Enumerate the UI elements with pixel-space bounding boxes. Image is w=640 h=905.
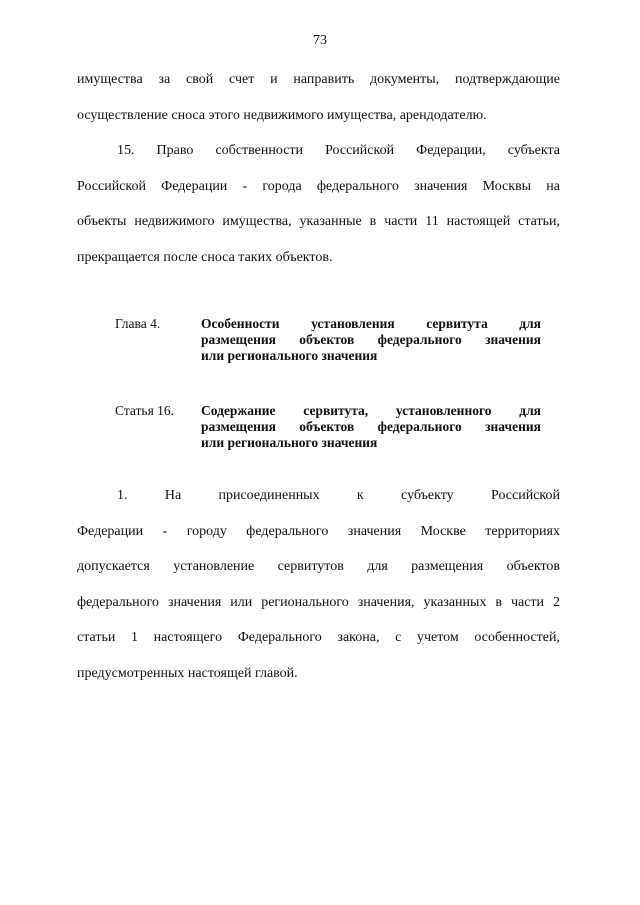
article-title-line: Содержание сервитута, установленного для (201, 403, 541, 418)
article-title-line: или регионального значения (201, 435, 378, 450)
text-line: осуществление сноса этого недвижимого имущества, арендодателю. (77, 107, 487, 123)
chapter-title (201, 316, 541, 364)
text-line: прекращается после сноса таких объектов. (77, 249, 333, 265)
text-line: Федерации - городу федерального значения Москве территориях (77, 523, 560, 539)
text-line: Российской Федерации - города федерального значения Москвы на (77, 178, 560, 194)
article-title-line: размещения объектов федерального значения (201, 419, 541, 434)
article-title (201, 403, 541, 451)
chapter-title-line: Особенности установления сервитута для (201, 316, 541, 331)
paragraph-continuation (77, 62, 560, 133)
chapter-label: Глава 4. (115, 316, 161, 331)
text-line: 1. На присоединенных к субъекту Российской (117, 488, 560, 503)
text-line: допускается установление сервитутов для размещения объектов (77, 559, 560, 574)
text-line: имущества за свой счет и направить документы, подтверждающие (77, 72, 560, 87)
text-line: объекты недвижимого имущества, указанные в части 11 настоящей статьи, (77, 214, 560, 229)
chapter-title-line: размещения объектов федерального значения (201, 332, 541, 347)
text-line: федерального значения или регионального значения, указанных в части 2 (77, 594, 560, 610)
page-number: 73 (313, 33, 327, 48)
text-line: статьи 1 настоящего Федерального закона, с учетом особенностей, (77, 630, 560, 645)
text-line: предусмотренных настоящей главой. (77, 665, 298, 681)
paragraph-15 (77, 133, 560, 275)
text-line: 15. Право собственности Российской Федерации, субъекта (117, 143, 560, 158)
article-label: Статья 16. (115, 403, 175, 418)
paragraph-1 (77, 478, 560, 691)
chapter-title-line: или регионального значения (201, 348, 378, 363)
